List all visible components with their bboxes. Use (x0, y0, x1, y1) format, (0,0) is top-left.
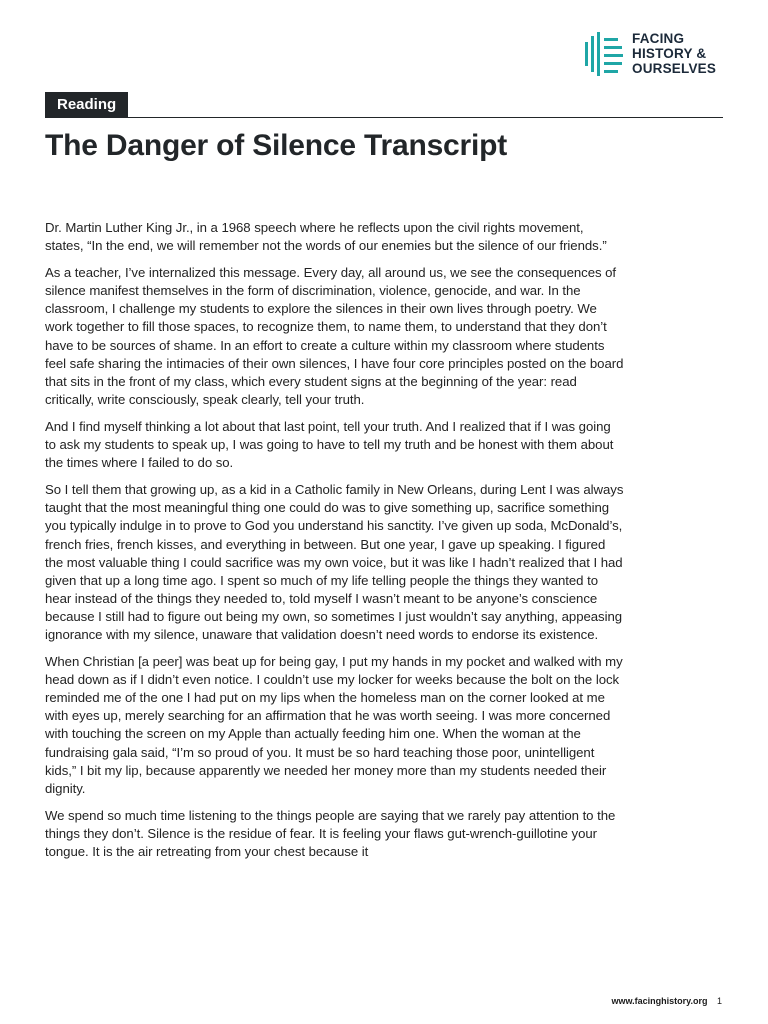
paragraph-6: We spend so much time listening to the things people are saying that we rarely pay attention to the things they don’t. Silence is the residue of fear. It is feeling your flaws gut-wrench-guillotine your tongue. It is the air retreating from your chest because it (45, 807, 616, 859)
logo-wordmark (632, 30, 716, 76)
paragraph-3: And I find myself thinking a lot about that last point, tell your truth. And I realized that if I was going to ask my students to speak up, I was going to have to tell my truth and be honest with them about the times where I failed to do so. (45, 418, 614, 471)
page-footer (611, 996, 722, 1006)
page-number: 1 (716, 996, 722, 1006)
footer-url-link[interactable]: www.facinghistory.org (611, 996, 708, 1006)
paragraph-4: So I tell them that growing up, as a kid in a Catholic family in New Orleans, during Lent I was always taught that the most meaningful thing one could do was to give something up, sacrifice something you typically indulge in to prove to God you understand his sanctity. I’ve given up soda, McDonald’s, french fries, french kisses, and everything in between. But one year, I gave up speaking. I figured the most valuable thing I could sacrifice was my own voice, but it was like I hadn’t realized that I had given that up a long time ago. I spent so much of my life telling people the things they wanted to hear instead of the things they needed to, told myself I wasn’t meant to be anyone’s conscience because I still had to figure out being my own, so sometimes I just wouldn’t say anything, appeasing ignorance with my silence, unaware that validation doesn’t need words to endorse its existence. (45, 482, 624, 642)
header-rule (45, 117, 723, 118)
paragraph-1: Dr. Martin Luther King Jr., in a 1968 speech where he reflects upon the civil rights movement, states, “In the end, we will remember not the words of our enemies but the silence of our friends.” (45, 220, 607, 254)
logo-line-1: FACING (632, 31, 685, 46)
page-title: The Danger of Silence Transcript (45, 129, 508, 162)
paragraph-2: As a teacher, I’ve internalized this message. Every day, all around us, we see the consequences of silence manifest themselves in the form of discrimination, violence, genocide, and war. In the classroom, I challenge my students to explore the silences in their own lives through poetry. We work together to fill those spaces, to recognize them, to name them, to understand that they don’t have to be sources of shame. In an effort to create a culture within my classroom where students feel safe sharing the intimacies of their own silences, I have four core principles posted on the board that sits in the front of my class, which every student signs at the beginning of the year: read critically, write consciously, speak clearly, tell your truth. (45, 265, 624, 407)
paragraph-5: When Christian [a peer] was beat up for being gay, I put my hands in my pocket and walked with my head down as if I didn’t even notice. I couldn’t use my locker for weeks because the bolt on the lock reminded me of the one I had put on my lips when the homeless man on the corner looked at me with eyes up, merely searching for an affirmation that he was worth seeing. I was more concerned with touching the screen on my Apple than actually feeding him one. When the woman at the fundraising gala said, “I’m so proud of you. It must be so hard teaching those poor, unintelligent kids,” I bit my lip, because apparently we needed her money more than my students needed their dignity. (45, 654, 623, 796)
logo-mark-icon (584, 30, 626, 78)
logo-line-3: OURSELVES (632, 61, 717, 76)
logo-line-2: HISTORY & (632, 46, 707, 61)
reading-badge: Reading (45, 92, 128, 117)
transcript-body (45, 219, 625, 870)
brand-logo (584, 30, 716, 78)
